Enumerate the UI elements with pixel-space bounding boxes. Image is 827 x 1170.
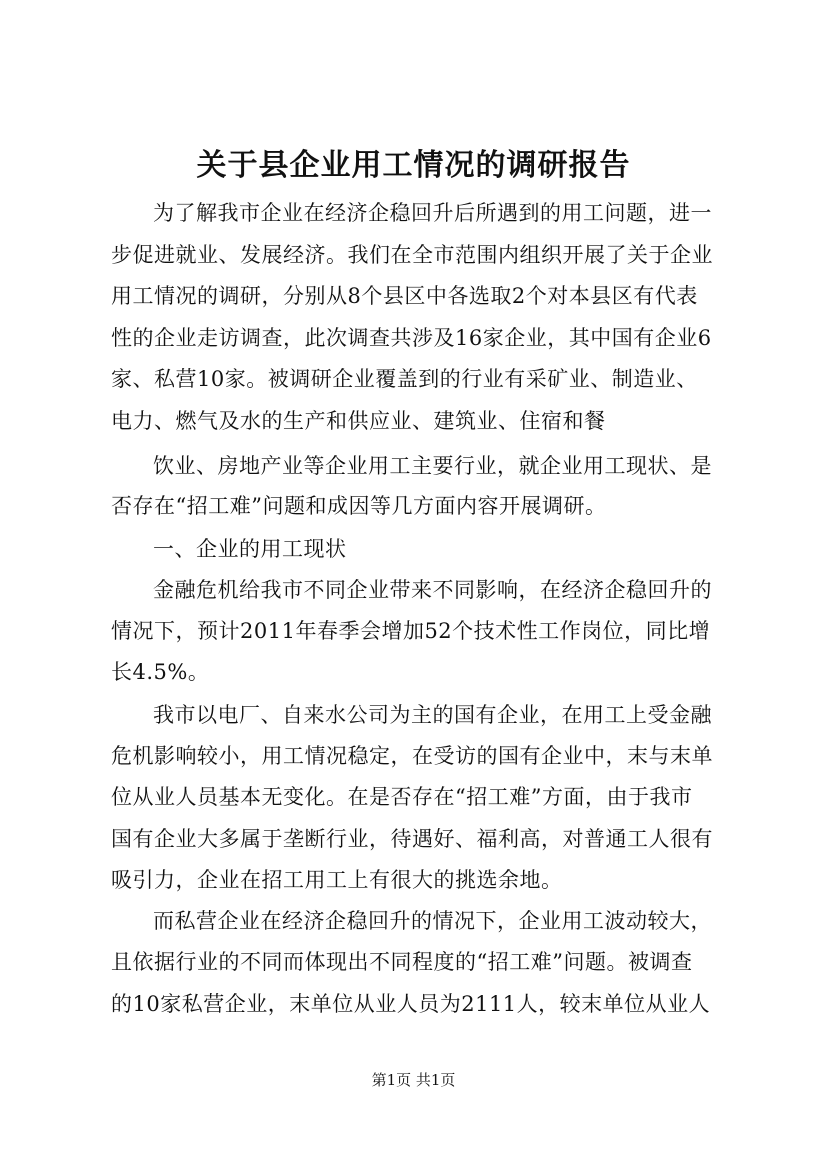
paragraph-line: 我市以电厂、自来水公司为主的国有企业，在用工上受金融	[153, 703, 712, 727]
paragraph-line: 危机影响较小，用工情况稳定，在受访的国有企业中，末与末单	[111, 744, 713, 768]
paragraph-line: 吸引力，企业在招工用工上有很大的挑选余地。	[111, 868, 563, 892]
paragraph-line: 步促进就业、发展经济。我们在全市范围内组织开展了关于企业	[111, 243, 713, 267]
paragraph-line: 而私营企业在经济企稳回升的情况下，企业用工波动较大，	[153, 909, 712, 933]
paragraph-line: 的10家私营企业，末单位从业人员为2111人，较末单位从业人	[111, 992, 711, 1016]
paragraph-line: 用工情况的调研，分别从8个县区中各选取2个对本县区有代表	[111, 284, 698, 308]
paragraph-line: 长4.5%。	[111, 660, 210, 684]
section-heading: 一、企业的用工现状	[153, 537, 347, 561]
paragraph-line: 金融危机给我市不同企业带来不同影响，在经济企稳回升的	[153, 578, 712, 602]
page-number-footer: 第1页 共1页	[371, 1071, 456, 1089]
paragraph-line: 且依据行业的不同而体现出不同程度的“招工难”问题。被调查	[111, 950, 693, 974]
paragraph-line: 饮业、房地产业等企业用工主要行业，就企业用工现状、是	[153, 454, 712, 478]
paragraph-line: 国有企业大多属于垄断行业，待遇好、福利高，对普通工人很有	[111, 827, 713, 851]
paragraph-line: 性的企业走访调查，此次调查共涉及16家企业，其中国有企业6	[111, 326, 712, 350]
paragraph-line: 情况下，预计2011年春季会增加52个技术性工作岗位，同比增	[111, 619, 711, 643]
document-title: 关于县企业用工情况的调研报告	[196, 148, 631, 183]
paragraph-line: 电力、燃气及水的生产和供应业、建筑业、住宿和餐	[111, 409, 606, 433]
paragraph-line: 否存在“招工难”问题和成因等几方面内容开展调研。	[111, 494, 607, 518]
paragraph-line: 家、私营10家。被调研企业覆盖到的行业有采矿业、制造业、	[111, 367, 698, 391]
paragraph-line: 为了解我市企业在经济企稳回升后所遇到的用工问题，进一	[153, 201, 712, 225]
paragraph-line: 位从业人员基本无变化。在是否存在“招工难”方面，由于我市	[111, 785, 693, 809]
